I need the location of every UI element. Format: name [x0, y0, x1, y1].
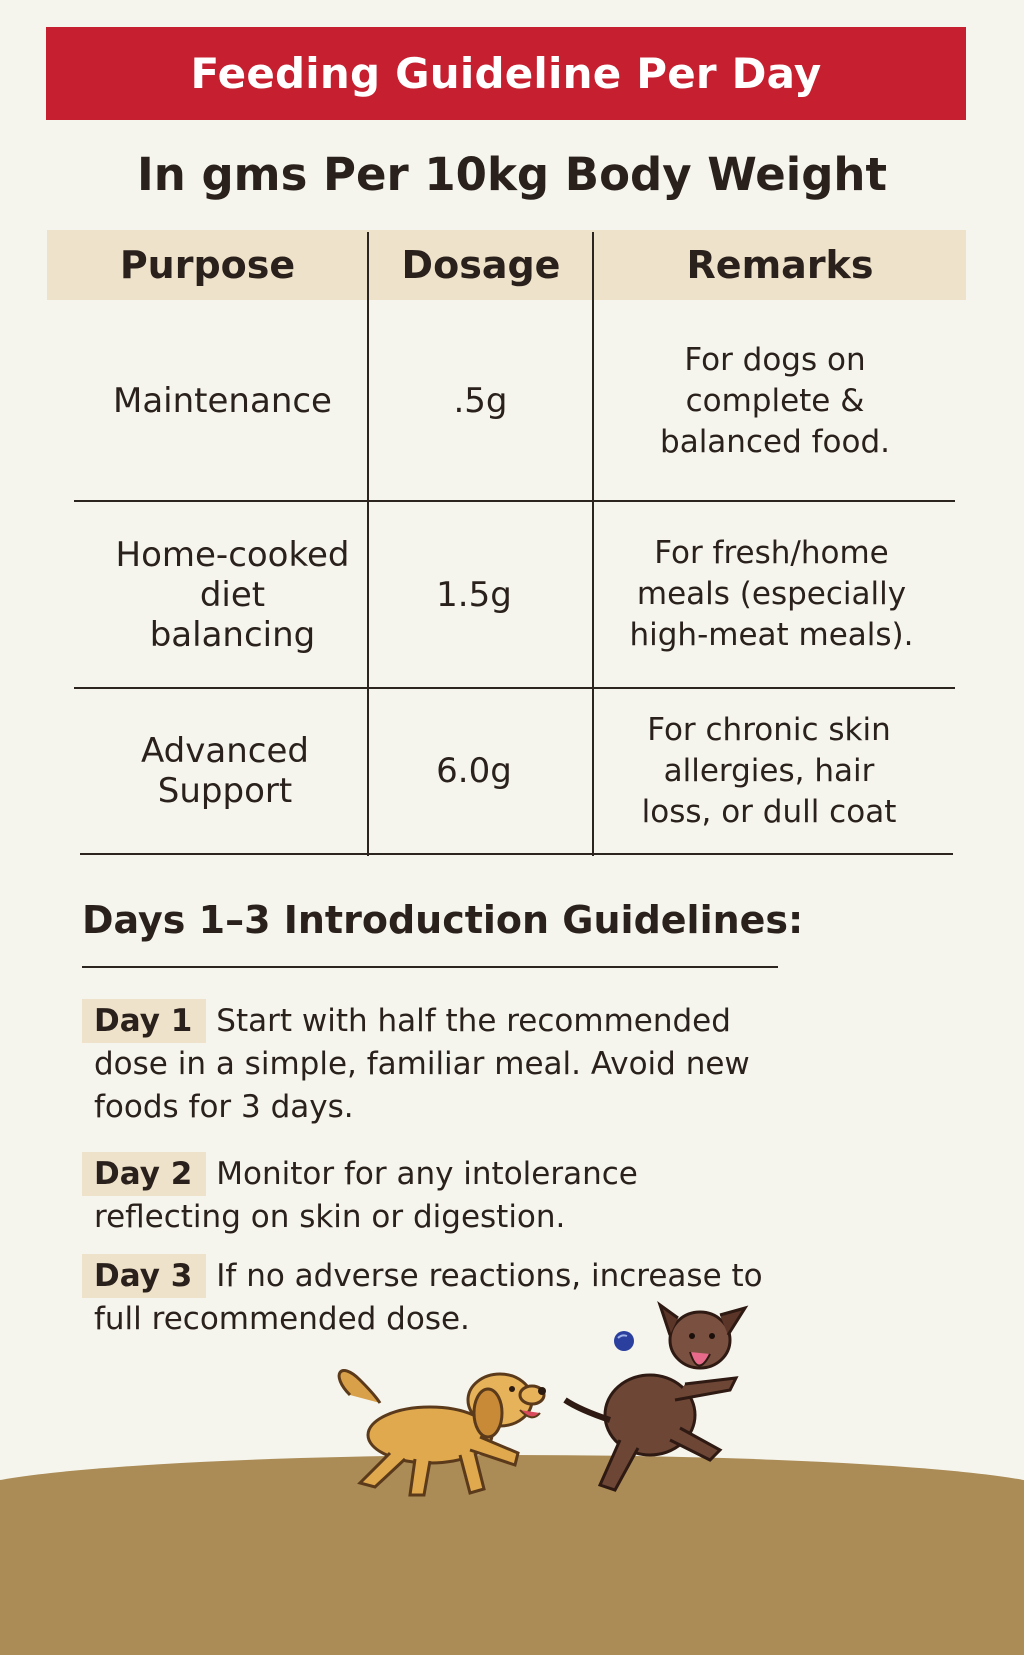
table-cell-dosage: .5g: [453, 381, 508, 421]
day-3-text: If no adverse reactions, increase to: [216, 1258, 763, 1294]
header-purpose: Purpose: [119, 243, 296, 287]
day-3-label: Day 3: [82, 1254, 206, 1298]
banner: [46, 27, 966, 120]
day-1-guideline: Day 1 Start with half the recommended dose in a simple, familiar meal. Avoid new foods for 3 days.: [82, 1000, 822, 1129]
golden-dog-running-icon: [320, 1355, 560, 1505]
table-cell-remarks: For chronic skin allergies, hair loss, or dull coat: [641, 711, 897, 830]
table-row-divider: [80, 853, 953, 855]
table-cell-purpose: Advanced Support: [141, 731, 309, 811]
table-cell-remarks: For fresh/home meals (especially high-meat meals).: [629, 535, 914, 653]
table-subtitle: In gms Per 10kg Body Weight: [137, 148, 887, 201]
intro-title: Days 1–3 Introduction Guidelines:: [82, 898, 804, 942]
day-1-text: Start with half the recommended: [216, 1003, 731, 1039]
table-cell-purpose: Maintenance: [113, 381, 332, 421]
day-2-label: Day 2: [82, 1152, 206, 1196]
blue-ball-icon: [612, 1329, 636, 1353]
table-cell-dosage: 6.0g: [436, 751, 512, 791]
intro-divider: [82, 966, 778, 968]
day-1-label: Day 1: [82, 999, 206, 1043]
banner-title: Feeding Guideline Per Day: [190, 49, 822, 98]
header-remarks: Remarks: [686, 243, 874, 287]
table-cell-remarks: For dogs on complete & balanced food.: [660, 341, 890, 460]
brown-dog-jumping-icon: [560, 1290, 760, 1500]
header-dosage: Dosage: [401, 243, 561, 287]
table-cell-purpose: Home-cooked diet balancing: [115, 534, 350, 655]
day-2-text: Monitor for any intolerance: [216, 1156, 638, 1192]
day-2-guideline: Day 2 Monitor for any intolerance reflecting on skin or digestion.: [82, 1153, 822, 1239]
day-3-guideline: Day 3 If no adverse reactions, increase to full recommended dose.: [82, 1255, 822, 1341]
table-cell-dosage: 1.5g: [436, 574, 512, 615]
